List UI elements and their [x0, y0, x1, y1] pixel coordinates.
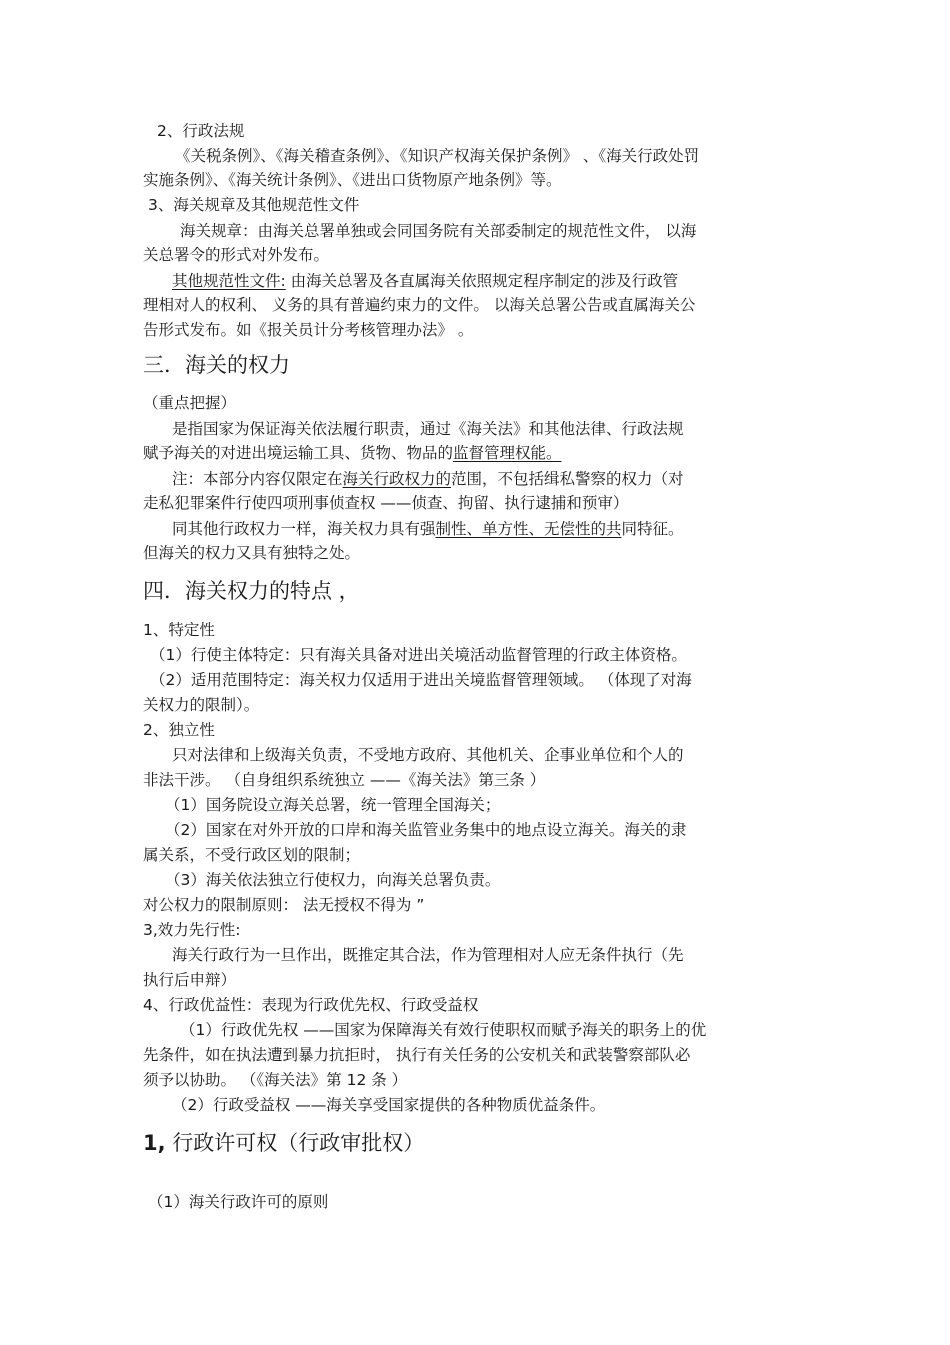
section-3-heading: 3、海关规章及其他规范性文件	[148, 196, 360, 214]
subsection-heading: 4、行政优益性：表现为行政优先权、行政受益权	[143, 996, 479, 1014]
paragraph-line: 非法干涉。 （自身组织系统独立 ——《海关法》第三条 ）	[143, 771, 546, 789]
paragraph-text: 范围，不包括缉私警察的权力（对	[451, 470, 684, 488]
paragraph-line: 只对法律和上级海关负责，不受地方政府、其他机关、企事业单位和个人的	[172, 746, 684, 764]
paragraph-line: 《关税条例》、《海关稽查条例》、《知识产权海关保护条例》 、《海关行政处罚	[175, 147, 700, 165]
paragraph-line: （1）国务院设立海关总署，统一管理全国海关；	[165, 796, 501, 814]
paragraph-line: 对公权力的限制原则： 法无授权不得为 ”	[143, 896, 425, 914]
paragraph-line: 关总署令的形式对外发布。	[143, 246, 330, 264]
paragraph-text: 同特征。	[621, 520, 684, 538]
paragraph-text: 由海关总署及各直属海关依照规定程序制定的涉及行政管	[285, 272, 679, 290]
paragraph-text: 同其他行政权力一样，海关权力具有强	[172, 520, 436, 538]
underlined-term: 海关行政权力的	[342, 470, 452, 488]
subsection-heading: 2、独立性	[143, 721, 215, 739]
paragraph-line: （2）适用范围特定：海关权力仅适用于进出关境监督管理领域。 （体现了对海	[150, 671, 692, 689]
chapter-heading-3: 三．海关的权力	[143, 353, 290, 377]
paragraph-text: 赋予海关的对进出境运输工具、货物、物品的	[143, 444, 454, 462]
chapter-heading-4: 四．海关权力的特点 ，	[143, 579, 360, 603]
paragraph-line: 是指国家为保证海关依法履行职责，通过《海关法》和其他法律、行政法规	[172, 420, 684, 438]
subsection-heading: 1、特定性	[143, 621, 215, 639]
section-2-heading: 2、行政法规	[157, 122, 245, 140]
paragraph-line: （3）海关依法独立行使权力，向海关总署负责。	[165, 871, 501, 889]
paragraph-line: （1）行使主体特定：只有海关具备对进出关境活动监督管理的行政主体资格。	[150, 646, 687, 664]
paragraph-line: 告形式发布。如《报关员计分考核管理办法》 。	[143, 321, 474, 339]
paragraph-line: 但海关的权力又具有独特之处。	[143, 544, 361, 562]
heading-number: 1,	[143, 1131, 166, 1155]
paragraph-text: 注：本部分内容仅限定在	[172, 470, 343, 488]
paragraph-line: 执行后申辩）	[143, 971, 237, 989]
paragraph-line	[172, 517, 684, 541]
paragraph-line: （1）海关行政许可的原则	[148, 1193, 329, 1211]
paragraph-line: 关权力的限制）。	[143, 696, 260, 714]
paragraph-line: （2）行政受益权 ——海关享受国家提供的各种物质优益条件。	[172, 1096, 606, 1114]
paragraph-line: 属关系，不受行政区划的限制；	[143, 846, 361, 864]
paragraph-line	[172, 467, 684, 491]
paragraph-line: 实施条例》、《海关统计条例》、《进出口货物原产地条例》等。	[143, 171, 562, 189]
paragraph-line: 走私犯罪案件行使四项刑事侦查权 ——侦查、拘留、执行逮捕和预审）	[143, 494, 629, 512]
heading-text: 行政许可权（行政审批权）	[165, 1131, 425, 1155]
underlined-term: 制性、单方性、无偿性的共	[435, 520, 622, 538]
note-line: （重点把握）	[143, 394, 237, 412]
subsection-heading: 3,效力先行性:	[143, 921, 241, 939]
underlined-term: 监督管理权能。	[453, 444, 562, 462]
paragraph-line: 理相对人的权利、 义务的具有普遍约束力的文件。 以海关总署公告或直属海关公	[143, 296, 696, 314]
paragraph-line: 先条件，如在执法遭到暴力抗拒时， 执行有关任务的公安机关和武装警察部队必	[143, 1046, 691, 1064]
section-heading-administrative-license	[143, 1128, 424, 1158]
underlined-term: 其他规范性文件:	[172, 272, 286, 290]
paragraph-line	[172, 269, 678, 293]
paragraph-line: 须予以协助。 （《海关法》第 12 条 ）	[143, 1071, 408, 1089]
paragraph-line: 海关行政行为一旦作出，既推定其合法，作为管理相对人应无条件执行（先	[172, 946, 684, 964]
paragraph-line: （1）行政优先权 ——国家为保障海关有效行使职权而赋予海关的职务上的优	[180, 1021, 707, 1039]
paragraph-line: 海关规章：由海关总署单独或会同国务院有关部委制定的规范性文件， 以海	[180, 222, 697, 240]
paragraph-line: （2）国家在对外开放的口岸和海关监管业务集中的地点设立海关。海关的隶	[165, 821, 687, 839]
paragraph-line	[143, 441, 562, 465]
